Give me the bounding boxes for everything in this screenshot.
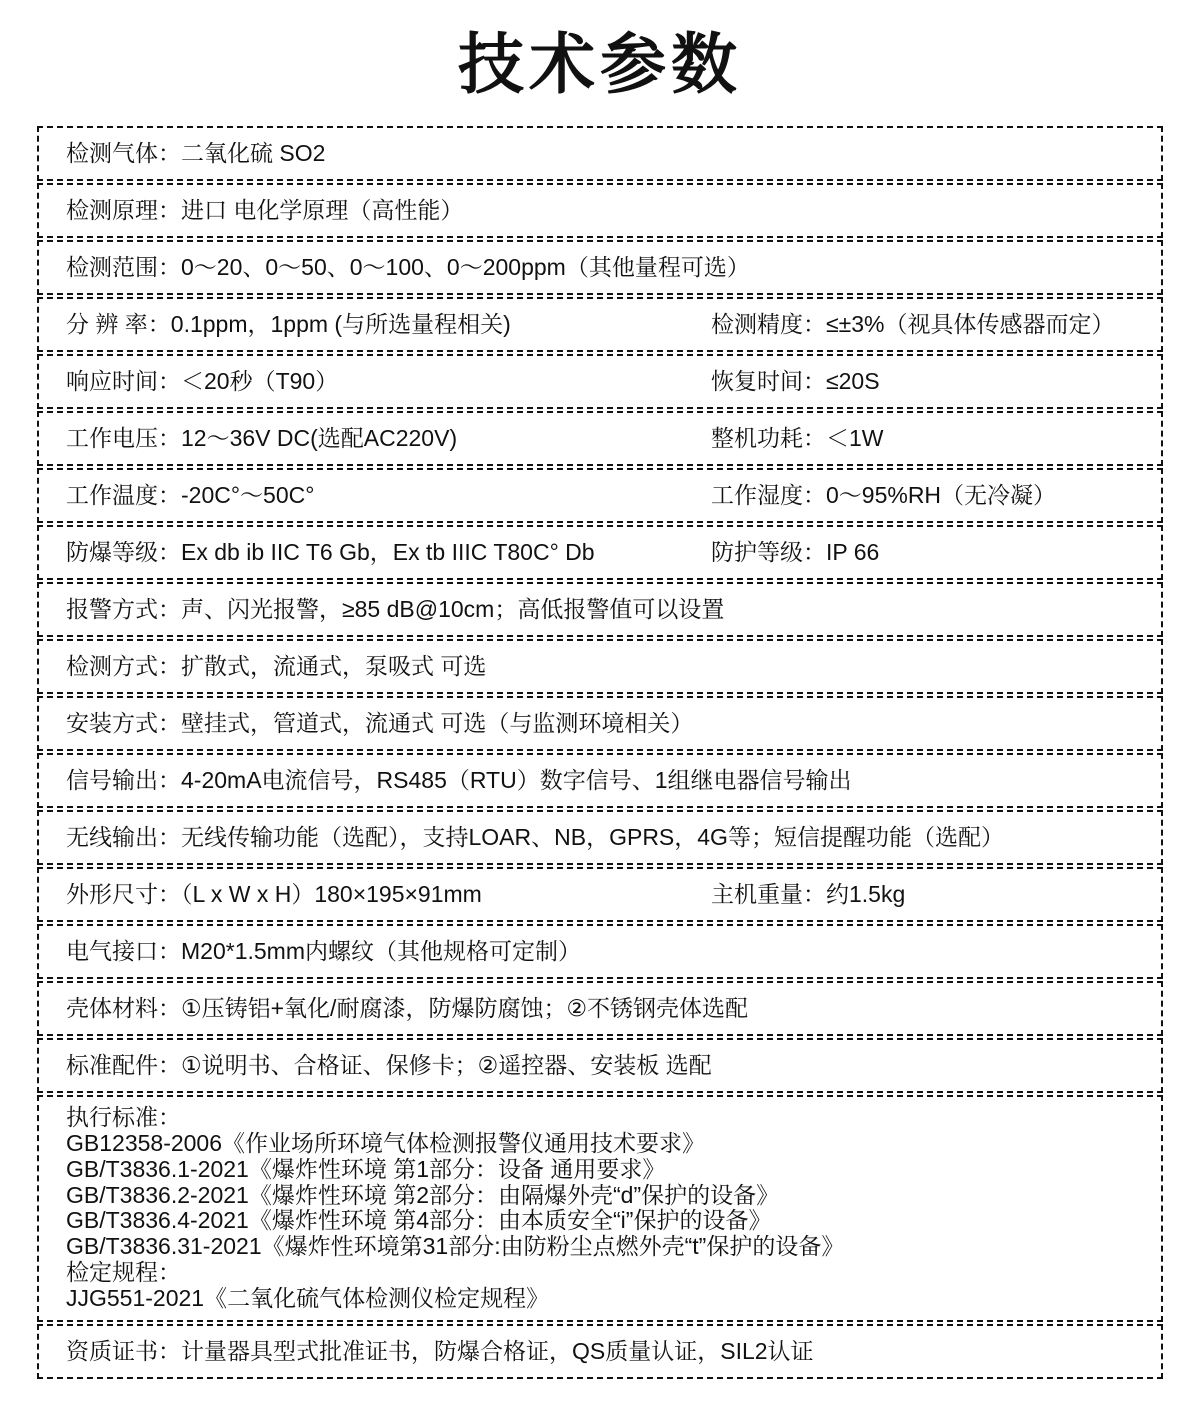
spec-row-wireless-output <box>37 810 1163 865</box>
spec-cell-resolution: 分 辨 率：0.1ppm，1ppm (与所选量程相关) <box>66 311 511 338</box>
standards-line-gbt3836-4: GB/T3836.4-2021《爆炸性环境 第4部分：由本质安全“i”保护的设备》 <box>66 1207 772 1234</box>
spec-row-response-recovery <box>37 354 1163 409</box>
spec-row-qualification-certificates <box>37 1324 1163 1379</box>
spec-row-detection-mode <box>37 639 1163 694</box>
spec-cell-detected-gas: 检测气体：二氧化硫 SO2 <box>66 140 326 167</box>
spec-cell-protection-grade: 防护等级：IP 66 <box>711 539 880 566</box>
spec-cell-recovery-time: 恢复时间：≤20S <box>711 368 880 395</box>
spec-row-detection-range <box>37 240 1163 295</box>
spec-row-voltage-power <box>37 411 1163 466</box>
spec-cell-weight: 主机重量：约1.5kg <box>711 881 906 908</box>
spec-cell-working-voltage: 工作电压：12～36V DC(选配AC220V) <box>66 425 458 452</box>
spec-row-signal-output <box>37 753 1163 808</box>
spec-cell-detection-principle: 检测原理：进口 电化学原理（高性能） <box>66 197 464 224</box>
spec-cell-signal-output: 信号输出：4-20mA电流信号，RS485（RTU）数字信号、1组继电器信号输出 <box>66 767 852 794</box>
spec-cell-alarm-mode: 报警方式：声、闪光报警，≥85 dB@10cm；高低报警值可以设置 <box>66 596 725 623</box>
spec-row-temperature-humidity <box>37 468 1163 523</box>
spec-cell-qualification-certificates: 资质证书：计量器具型式批准证书，防爆合格证，QS质量认证，SIL2认证 <box>66 1337 814 1364</box>
standards-line-heading: 执行标准： <box>66 1104 181 1131</box>
spec-row-housing-material <box>37 981 1163 1036</box>
spec-row-alarm-mode <box>37 582 1163 637</box>
spec-cell-working-humidity: 工作湿度：0～95%RH（无冷凝） <box>711 482 1057 509</box>
spec-cell-dimensions: 外形尺寸：（L x W x H）180×195×91mm <box>66 881 482 908</box>
spec-cell-response-time: 响应时间：＜20秒（T90） <box>66 368 339 395</box>
page-title: 技术参数 <box>458 27 742 101</box>
spec-cell-detection-range: 检测范围：0～20、0～50、0～100、0～200ppm（其他量程可选） <box>66 254 750 281</box>
spec-cell-working-temperature: 工作温度：-20C°～50C° <box>66 482 315 509</box>
spec-row-resolution-accuracy <box>37 297 1163 352</box>
spec-cell-detection-mode: 检测方式：扩散式，流通式，泵吸式 可选 <box>66 653 487 680</box>
spec-cell-electrical-interface: 电气接口：M20*1.5mm内螺纹（其他规格可定制） <box>66 938 581 965</box>
spec-cell-installation-mode: 安装方式：壁挂式，管道式，流通式 可选（与监测环境相关） <box>66 710 694 737</box>
spec-cell-wireless-output: 无线输出：无线传输功能（选配），支持LOAR、NB，GPRS，4G等；短信提醒功能（选配） <box>66 824 1004 851</box>
spec-cell-housing-material: 壳体材料：①压铸铝+氧化/耐腐漆，防爆防腐蚀；②不锈钢壳体选配 <box>66 995 749 1022</box>
spec-cell-accuracy: 检测精度：≤±3%（视具体传感器而定） <box>711 311 1115 338</box>
spec-row-explosionproof-ip <box>37 525 1163 580</box>
standards-line-gb12358: GB12358-2006《作业场所环境气体检测报警仪通用技术要求》 <box>66 1130 706 1157</box>
spec-cell-power-consumption: 整机功耗：＜1W <box>711 425 884 452</box>
standards-line-verification-heading: 检定规程： <box>66 1259 181 1286</box>
standards-line-gbt3836-2: GB/T3836.2-2021《爆炸性环境 第2部分：由隔爆外壳“d”保护的设备》 <box>66 1181 780 1208</box>
standards-line-jjg551: JJG551-2021《二氧化硫气体检测仪检定规程》 <box>66 1284 550 1311</box>
standards-line-gbt3836-1: GB/T3836.1-2021《爆炸性环境 第1部分：设备 通用要求》 <box>66 1155 666 1182</box>
spec-cell-standard-accessories: 标准配件：①说明书、合格证、保修卡；②遥控器、安装板 选配 <box>66 1052 712 1079</box>
spec-row-standard-accessories <box>37 1038 1163 1093</box>
spec-table <box>37 126 1163 1378</box>
spec-cell-explosionproof-grade: 防爆等级：Ex db ib IIC T6 Gb，Ex tb IIIC T80C° Db <box>66 539 595 566</box>
spec-row-installation-mode <box>37 696 1163 751</box>
spec-row-dimensions-weight <box>37 867 1163 922</box>
spec-row-detection-principle <box>37 183 1163 238</box>
standards-line-gbt3836-31: GB/T3836.31-2021《爆炸性环境第31部分:由防粉尘点燃外壳“t”保护的设备》 <box>66 1233 845 1260</box>
spec-row-detected-gas <box>37 126 1163 181</box>
spec-row-executive-standards <box>37 1095 1163 1321</box>
spec-row-electrical-interface <box>37 924 1163 979</box>
